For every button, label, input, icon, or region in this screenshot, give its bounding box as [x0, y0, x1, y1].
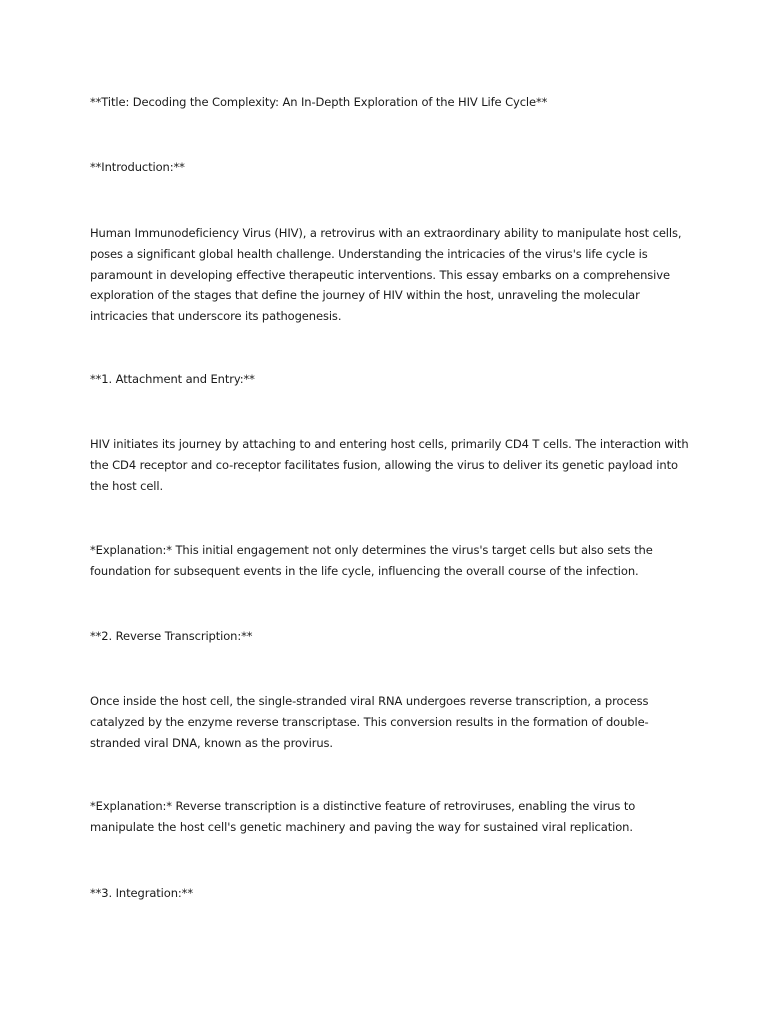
introduction-heading: **Introduction:**	[90, 160, 185, 174]
section-2-paragraph: Once inside the host cell, the single-stranded viral RNA undergoes reverse transcription, a process catalyzed by the enzyme reverse transcriptase. This conversion results in the formation of double-stranded viral DNA, known as the provirus.	[90, 694, 649, 750]
section-1-paragraph: HIV initiates its journey by attaching to and entering host cells, primarily CD4 T cells. The interaction with the CD4 receptor and co-receptor facilitates fusion, allowing the virus to deliver its genetic payload into the host cell.	[90, 437, 689, 493]
section-2-explanation: *Explanation:* Reverse transcription is a distinctive feature of retroviruses, enabling the virus to manipulate the host cell's genetic machinery and paving the way for sustained viral replication.	[90, 799, 636, 834]
section-1-explanation: *Explanation:* This initial engagement not only determines the virus's target cells but also sets the foundation for subsequent events in the life cycle, influencing the overall course of the infection.	[90, 543, 653, 578]
section-1-heading: **1. Attachment and Entry:**	[90, 372, 255, 386]
section-3-heading: **3. Integration:**	[90, 886, 193, 900]
document-title: **Title: Decoding the Complexity: An In-Depth Exploration of the HIV Life Cycle**	[90, 95, 548, 109]
introduction-paragraph: Human Immunodeficiency Virus (HIV), a retrovirus with an extraordinary ability to manipulate host cells, poses a significant global health challenge. Understanding the intricacies of the virus's life cycle is paramount in developing effective therapeutic interventions. This essay embarks on a comprehensive exploration of the stages that define the journey of HIV within the host, unraveling the molecular intricacies that underscore its pathogenesis.	[90, 226, 682, 324]
section-2-heading: **2. Reverse Transcription:**	[90, 629, 253, 643]
